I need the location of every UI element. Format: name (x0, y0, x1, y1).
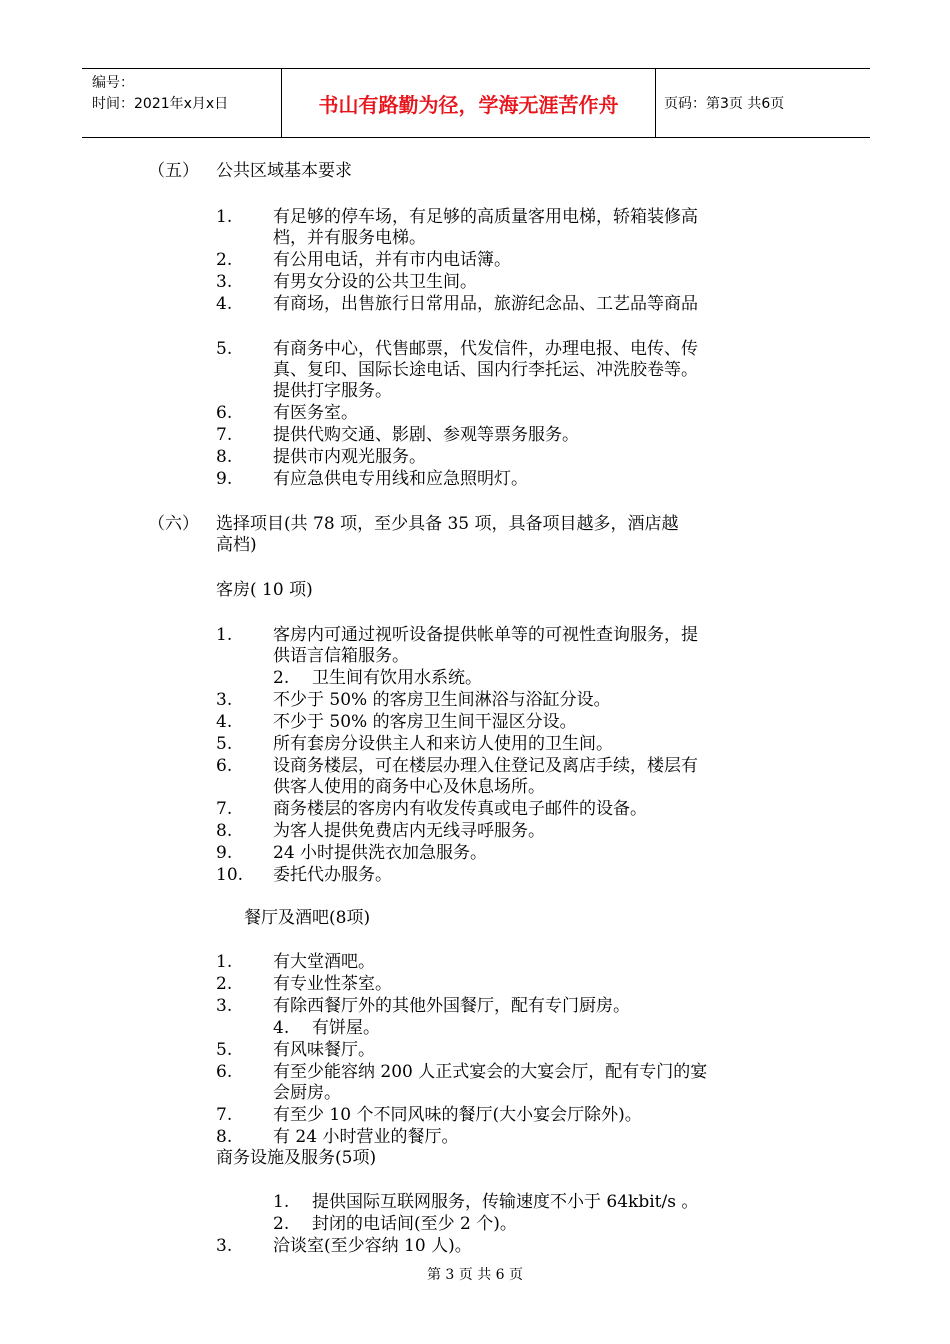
list-item-line: 提供国际互联网服务，传输速度不小于 64kbit/s 。 (312, 1192, 699, 1212)
list-number: 7. (216, 425, 233, 445)
list-item-line: 有风味餐厅。 (273, 1040, 375, 1060)
list-number: 8. (216, 1127, 233, 1147)
list-item-line: 有除西餐厅外的其他外国餐厅，配有专门厨房。 (273, 996, 630, 1016)
list-item-line: 档，并有服务电梯。 (273, 228, 426, 248)
list-item-line: 不少于 50% 的客房卫生间淋浴与浴缸分设。 (273, 690, 611, 710)
list-item-line: 提供市内观光服务。 (273, 447, 426, 467)
list-item-line: 真、复印、国际长途电话、国内行李托运、冲洗胶卷等。 (273, 360, 698, 380)
list-item-line: 有至少 10 个不同风味的餐厅(大小宴会厅除外)。 (273, 1105, 642, 1125)
list-item-line: 有专业性茶室。 (273, 974, 392, 994)
list-number: 9. (216, 843, 233, 863)
section5-title: 公共区域基本要求 (216, 161, 352, 181)
list-item-line: 24 小时提供洗衣加急服务。 (273, 843, 488, 863)
list-item-line: 会厨房。 (273, 1083, 341, 1103)
list-number: 4. (273, 1018, 290, 1038)
list-number: 2. (273, 668, 290, 688)
header-motto: 书山有路勤为径，学海无涯苦作舟 (282, 69, 656, 137)
list-number: 4. (216, 712, 233, 732)
list-number: 3. (216, 690, 233, 710)
header-page-label: 页码：第3页 共6页 (664, 96, 785, 112)
section6-title-line: 选择项目(共 78 项，至少具备 35 项，具备项目越多，酒店越 (216, 514, 679, 534)
list-item-line: 有医务室。 (273, 403, 358, 423)
business-heading: 商务设施及服务(5项) (216, 1148, 377, 1168)
list-item-line: 有足够的停车场，有足够的高质量客用电梯，轿箱装修高 (273, 207, 698, 227)
section5-number: （五） (148, 161, 199, 181)
list-item-line: 有商务中心，代售邮票，代发信件，办理电报、电传、传 (273, 339, 698, 359)
section6-number: （六） (148, 514, 199, 534)
list-item-line: 封闭的电话间(至少 2 个)。 (312, 1214, 517, 1234)
list-number: 8. (216, 447, 233, 467)
list-item-line: 设商务楼层，可在楼层办理入住登记及离店手续，楼层有 (273, 756, 698, 776)
list-number: 8. (216, 821, 233, 841)
code-label: 编号： (92, 75, 134, 91)
list-number: 5. (216, 734, 233, 754)
list-number: 1. (216, 952, 233, 972)
dining-heading: 餐厅及酒吧(8项) (244, 908, 371, 928)
list-number: 7. (216, 799, 233, 819)
list-item-line: 有应急供电专用线和应急照明灯。 (273, 469, 528, 489)
list-item-line: 所有套房分设供主人和来访人使用的卫生间。 (273, 734, 613, 754)
time-label: 时间：2021年x月x日 (92, 96, 229, 112)
section6-title-line: 高档) (216, 535, 257, 555)
header-meta-cell (82, 69, 282, 137)
list-number: 1. (216, 207, 233, 227)
list-item-line: 供客人使用的商务中心及休息场所。 (273, 777, 545, 797)
list-number: 6. (216, 1062, 233, 1082)
list-item-line: 有男女分设的公共卫生间。 (273, 272, 477, 292)
list-item-line: 不少于 50% 的客房卫生间干湿区分设。 (273, 712, 577, 732)
list-item-line: 供语言信箱服务。 (273, 646, 409, 666)
list-number: 3. (216, 1236, 233, 1256)
list-number: 5. (216, 339, 233, 359)
list-item-line: 有至少能容纳 200 人正式宴会的大宴会厅，配有专门的宴 (273, 1062, 708, 1082)
list-number: 5. (216, 1040, 233, 1060)
list-item-line: 客房内可通过视听设备提供帐单等的可视性查询服务，提 (273, 625, 698, 645)
list-item-line: 有商场，出售旅行日常用品，旅游纪念品、工艺品等商品 (273, 294, 698, 314)
list-item-line: 商务楼层的客房内有收发传真或电子邮件的设备。 (273, 799, 647, 819)
list-number: 1. (216, 625, 233, 645)
page-footer: 第 3 页 共 6 页 (426, 1267, 524, 1283)
list-item-line: 委托代办服务。 (273, 865, 392, 885)
list-number: 2. (216, 250, 233, 270)
list-number: 6. (216, 403, 233, 423)
list-item-line: 有饼屋。 (312, 1018, 380, 1038)
list-item-line: 提供代购交通、影剧、参观等票务服务。 (273, 425, 579, 445)
list-item-line: 有大堂酒吧。 (273, 952, 375, 972)
list-number: 2. (216, 974, 233, 994)
list-item-line: 有公用电话，并有市内电话簿。 (273, 250, 511, 270)
list-number: 4. (216, 294, 233, 314)
list-item-line: 卫生间有饮用水系统。 (312, 668, 482, 688)
list-number: 3. (216, 272, 233, 292)
page-header (82, 68, 870, 138)
list-number: 3. (216, 996, 233, 1016)
list-item-line: 提供打字服务。 (273, 381, 392, 401)
list-item-line: 有 24 小时营业的餐厅。 (273, 1127, 459, 1147)
list-number: 2. (273, 1214, 290, 1234)
list-number: 10. (216, 865, 244, 885)
list-number: 7. (216, 1105, 233, 1125)
list-number: 1. (273, 1192, 290, 1212)
rooms-heading: 客房( 10 项) (216, 580, 313, 600)
list-number: 9. (216, 469, 233, 489)
list-item-line: 为客人提供免费店内无线寻呼服务。 (273, 821, 545, 841)
list-number: 6. (216, 756, 233, 776)
list-item-line: 洽谈室(至少容纳 10 人)。 (273, 1236, 472, 1256)
